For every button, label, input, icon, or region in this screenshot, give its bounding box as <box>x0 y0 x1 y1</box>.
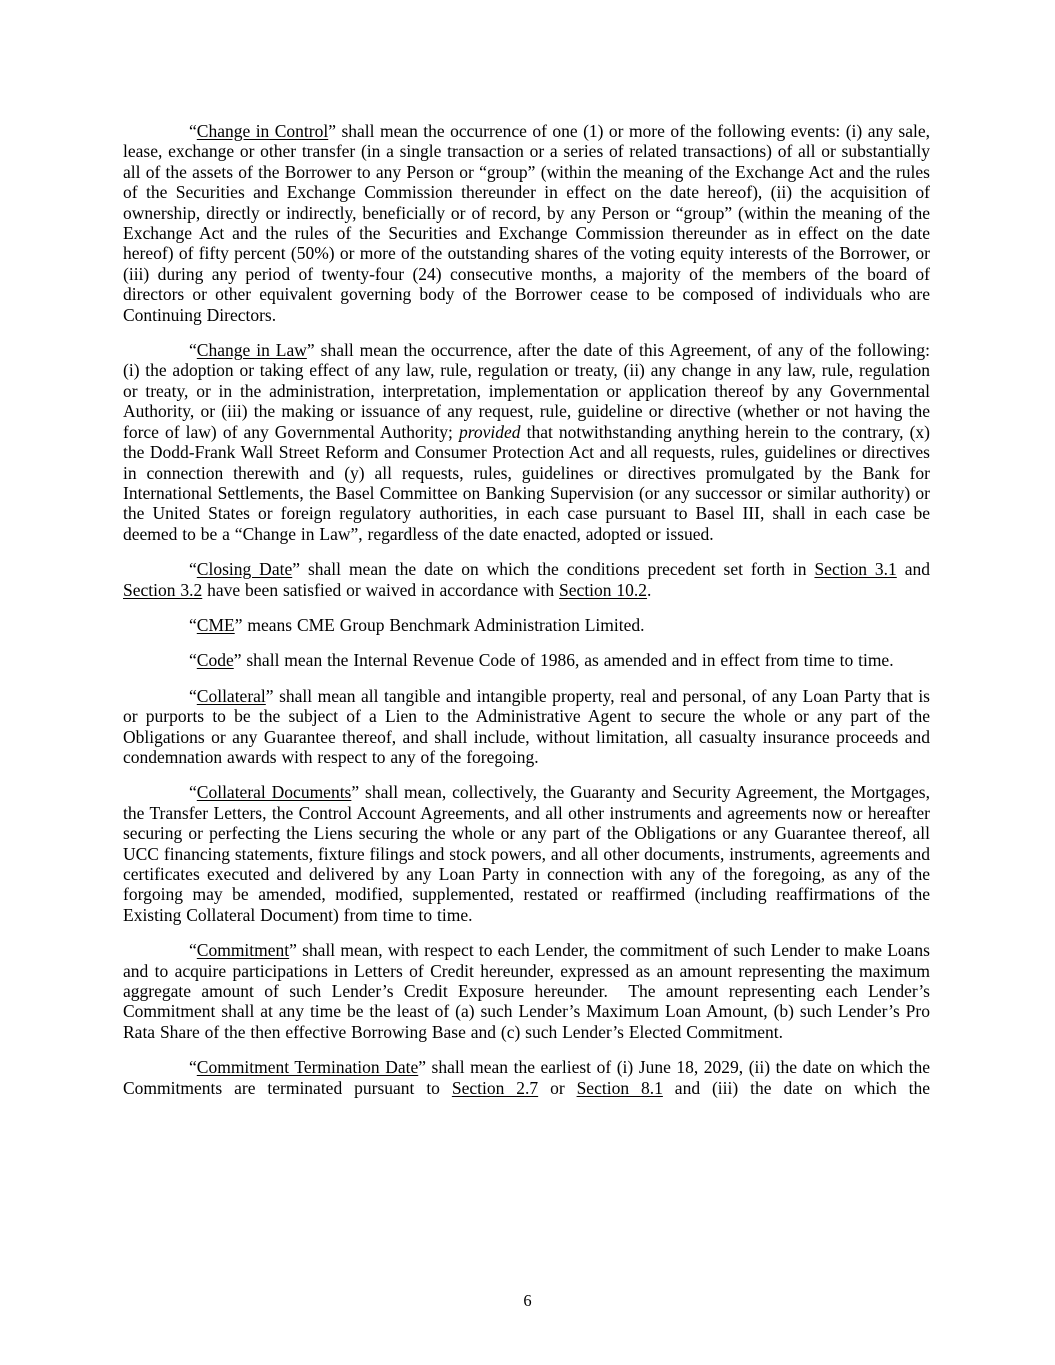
paragraph-commitment <box>123 940 930 1042</box>
text-run: and (iii) the date on which the <box>662 1077 931 1098</box>
paragraph-collateral-documents <box>123 782 930 925</box>
text-run: “ <box>189 685 197 706</box>
page-number: 6 <box>523 1291 532 1310</box>
text-run: ” shall mean the earliest of (i) June 18, 2029, (ii) the date on which the Commitments are terminated pursuant to <box>123 1057 930 1098</box>
text-run: that notwithstanding anything herein to the contrary, (x) the Dodd-Frank Wall Street Reform and Consumer Protection Act and all requests, rules, guidelines or directives in connection therewith and (y) all requests, rules, guidelines or directives promulgated by the Bank for International Settlements, the Basel Committee on Banking Supervision (or any successor or similar authority) or the United States or foreign regulatory authorities, in each case pursuant to Basel III, shall in each case be deemed to be a “Change in Law”, regardless of the date enacted, adopted or issued. <box>123 421 931 544</box>
defined-term: Change in Law <box>196 340 307 361</box>
defined-term: Change in Control <box>196 121 329 141</box>
defined-term: Collateral Documents <box>196 782 352 803</box>
text-run: “ <box>189 614 197 635</box>
paragraph-change-in-law <box>123 340 930 544</box>
defined-term: Commitment <box>196 940 290 961</box>
section-reference: Section 3.2 <box>123 579 203 600</box>
text-run: ” shall mean the occurrence, after the date of this Agreement, of any of the following: (i) the adoption or taking effect of any law, rule, regulation or treaty, (ii) any change in any law, rule, regulation or treaty, or in the administration, interpretation, implementation or application thereof by any Governmental Authority, or (iii) the making or issuance of any request, rule, guideline or directive (whether or not having the force of law) of any Governmental Authority; <box>123 340 930 442</box>
paragraph-change-in-control <box>123 121 930 325</box>
paragraph-collateral <box>123 686 930 768</box>
defined-term: Closing Date <box>196 559 293 580</box>
section-reference: Section 3.1 <box>814 559 897 580</box>
text-run: have been satisfied or waived in accordance with <box>202 579 560 600</box>
paragraph-commitment-termination-date <box>123 1057 930 1098</box>
text-run: “ <box>189 940 197 961</box>
proviso-term: provided <box>458 421 521 442</box>
text-run: or <box>538 1077 577 1098</box>
text-run: . <box>647 579 652 600</box>
text-run: “ <box>189 1057 197 1078</box>
text-run: “ <box>189 340 197 361</box>
text-run: “ <box>189 559 197 580</box>
section-reference: Section 2.7 <box>451 1077 539 1098</box>
text-run: ” means CME Group Benchmark Administration Limited. <box>234 614 645 635</box>
text-run: and <box>896 559 930 580</box>
text-run: ” shall mean the date on which the conditions precedent set forth in <box>292 559 815 580</box>
defined-term: Commitment Termination Date <box>196 1057 419 1078</box>
paragraph-code <box>123 650 930 670</box>
text-run: ” shall mean all tangible and intangible property, real and personal, of any Loan Party that is or purports to be the subject of a Lien to the Administrative Agent to secure the whole or any part of the Obligations or any Guarantee thereof, and shall include, without limitation, all casualty insurance proceeds and condemnation awards with respect to any of the foregoing. <box>123 685 930 767</box>
text-run: ” shall mean, with respect to each Lender, the commitment of such Lender to make Loans and to acquire participations in Letters of Credit hereunder, expressed as an amount representing the maximum aggregate amount of such Lender’s Credit Exposure hereunder. The amount representing each Lender’s Commitment shall at any time be the least of (a) such Lender’s Maximum Loan Amount, (b) such Lender’s Pro Rata Share of the then effective Borrowing Base and (c) such Lender’s Elected Commitment. <box>123 940 930 1042</box>
section-reference: Section 8.1 <box>576 1077 663 1098</box>
defined-term: Code <box>196 650 234 671</box>
defined-term: CME <box>196 614 235 635</box>
paragraph-closing-date <box>123 559 930 600</box>
defined-term: Collateral <box>196 685 266 706</box>
page-footer <box>0 1291 1055 1311</box>
text-run: “ <box>189 650 197 671</box>
text-run: ” shall mean the Internal Revenue Code of 1986, as amended and in effect from time to time. <box>233 650 894 671</box>
text-run: “ <box>189 121 197 141</box>
definitions-body <box>123 121 930 1113</box>
text-run: ” shall mean, collectively, the Guaranty and Security Agreement, the Mortgages, the Transfer Letters, the Control Account Agreements, and all other instruments and agreements now or hereafter securing or perfecting the Liens securing the whole or any part of the Obligations or any Guarantee thereof, all UCC financing statements, fixture filings and stock powers, and all other documents, instruments, agreements and certificates executed and delivered by any Loan Party in connection with any of the foregoing, as any of the forgoing may be amended, modified, supplemented, restated or reaffirmed (including reaffirmations of the Existing Collateral Document) from time to time. <box>123 782 930 925</box>
paragraph-cme <box>123 615 930 635</box>
text-run: ” shall mean the occurrence of one (1) or more of the following events: (i) any sale, lease, exchange or other transfer (in a single transaction or a series of related transactions) of all or substantially all of the assets of the Borrower to any Person or “group” (within the meaning of the Exchange Act and the rules of the Securities and Exchange Commission thereunder in effect on the date hereof), (ii) the acquisition of ownership, directly or indirectly, beneficially or of record, by any Person or “group” (within the meaning of the Exchange Act and the rules of the Securities and Exchange Commission thereunder as in effect on the date hereof) of fifty percent (50%) or more of the outstanding shares of the voting equity interests of the Borrower, or (iii) during any period of twenty-four (24) consecutive months, a majority of the members of the board of directors or other equivalent governing body of the Borrower cease to be composed of individuals who are Continuing Directors. <box>123 121 930 325</box>
text-run: “ <box>189 782 197 803</box>
section-reference: Section 10.2 <box>559 579 648 600</box>
